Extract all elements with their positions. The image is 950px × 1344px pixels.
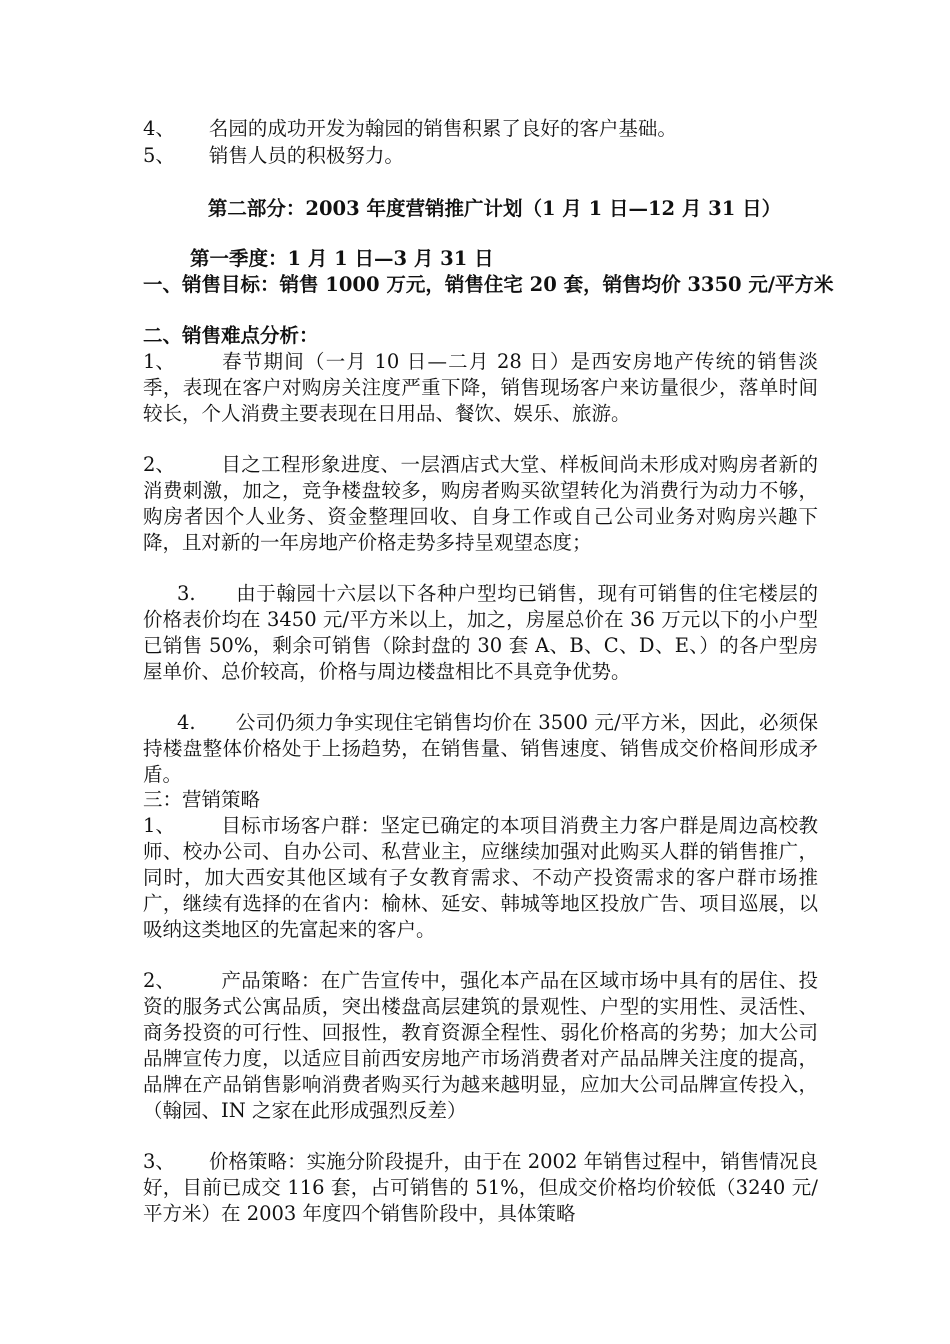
- difficulty-3: [143, 581, 818, 685]
- list-item-text: 名园的成功开发为翰园的销售积累了良好的客户基础。: [208, 117, 677, 140]
- paragraph-number: 3、: [143, 1150, 175, 1173]
- strategy-3: [143, 1149, 818, 1227]
- sales-target-heading: 一、销售目标：销售 1000 万元，销售住宅 20 套，销售均价 3350 元/平方米: [143, 273, 834, 296]
- paragraph-text: 春节期间（一月 10 日—二月 28 日）是西安房地产传统的销售淡季，表现在客户对购房关注度严重下降，销售现场客户来访量很少，落单时间较长，个人消费主要表现在日用品、餐饮、娱乐、旅游。: [143, 350, 818, 425]
- paragraph-text: 目标市场客户群：坚定已确定的本项目消费主力客户群是周边高校教师、校办公司、自办公司、私营业主，应继续加强对此购买人群的销售推广，同时，加大西安其他区域有子女教育需求、不动产投资需求的客户群市场推广，继续有选择的在省内：榆林、延安、韩城等地区投放广告、项目巡展，以吸纳这类地区的先富起来的客户。: [143, 814, 818, 941]
- paragraph-number: 4.: [177, 711, 196, 734]
- list-item-4: [143, 116, 818, 142]
- difficulty-2: [143, 452, 818, 556]
- paragraph-number: 1、: [143, 814, 175, 837]
- q1-heading: 第一季度：1 月 1 日—3 月 31 日: [190, 247, 494, 270]
- part2-heading: 第二部分：2003 年度营销推广计划（1 月 1 日—12 月 31 日）: [207, 197, 782, 220]
- list-item-number: 5、: [143, 144, 175, 167]
- paragraph-number: 2、: [143, 453, 175, 476]
- paragraph-text: 由于翰园十六层以下各种户型均已销售，现有可销售的住宅楼层的价格表价均在 3450 元/平方米以上，加之，房屋总价在 36 万元以下的小户型已销售 50%，剩余可销售（除封盘的 30 套 A、B、C、D、E、）的各户型房屋单价、总价较高，价格与周边楼盘相比不具竞争优势。: [143, 582, 818, 683]
- strategy-heading: 三：营销策略: [143, 788, 261, 811]
- paragraph-number: 2、: [143, 969, 175, 992]
- paragraph-number: 3.: [177, 582, 196, 605]
- list-item-5: [143, 143, 818, 169]
- paragraph-text: 目之工程形象进度、一层酒店式大堂、样板间尚未形成对购房者新的消费刺激，加之，竞争楼盘较多，购房者购买欲望转化为消费行为动力不够，购房者因个人业务、资金整理回收、自身工作或自己公司业务对购房兴趣下降，且对新的一年房地产价格走势多持呈观望态度；: [143, 453, 818, 554]
- strategy-2: [143, 968, 818, 1124]
- paragraph-text: 公司仍须力争实现住宅销售均价在 3500 元/平方米，因此，必须保持楼盘整体价格处于上扬趋势，在销售量、销售速度、销售成交价格间形成矛盾。: [143, 711, 818, 786]
- difficulty-4: [143, 710, 818, 788]
- paragraph-number: 1、: [143, 350, 175, 373]
- paragraph-text: 产品策略：在广告宣传中，强化本产品在区域市场中具有的居住、投资的服务式公寓品质，突出楼盘高层建筑的景观性、户型的实用性、灵活性、商务投资的可行性、回报性，教育资源全程性、弱化价格高的劣势；加大公司品牌宣传力度，以适应目前西安房地产市场消费者对产品品牌关注度的提高，品牌在产品销售影响消费者购买行为越来越明显，应加大公司品牌宣传投入，（翰园、IN 之家在此形成强烈反差）: [143, 969, 818, 1122]
- list-item-number: 4、: [143, 117, 175, 140]
- difficulty-heading: 二、销售难点分析：: [143, 324, 319, 347]
- strategy-1: [143, 813, 818, 943]
- difficulty-1: [143, 349, 818, 427]
- paragraph-text: 价格策略：实施分阶段提升，由于在 2002 年销售过程中，销售情况良好，目前已成交 116 套，占可销售的 51%，但成交价格均价较低（3240 元/平方米）在 2003 年度四个销售阶段中，具体策略: [143, 1150, 818, 1225]
- list-item-text: 销售人员的积极努力。: [208, 144, 404, 167]
